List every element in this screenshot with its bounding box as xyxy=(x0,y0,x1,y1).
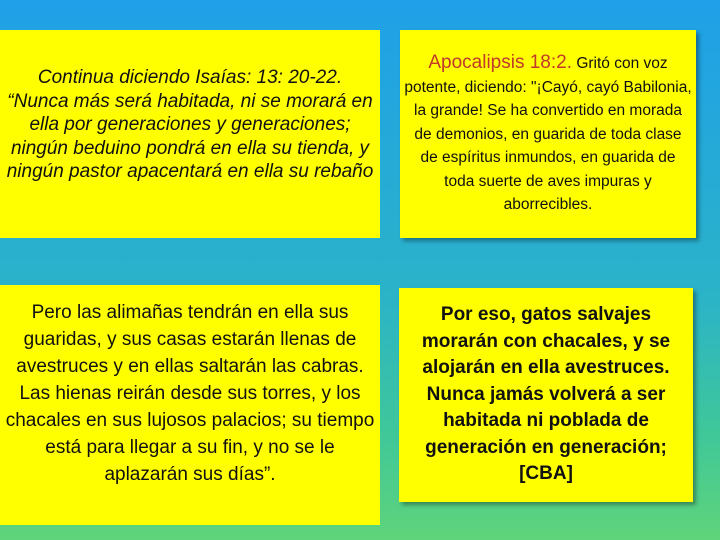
revelation-quote-text: Gritó con voz potente, diciendo: "¡Cayó, cayó Babilonia, la grande! Se ha convertido en morada de demonios, en guarida de toda clase de espíritus inmundos, en guarida de toda suerte de aves impuras y aborrecibles. xyxy=(404,55,692,214)
isaiah-quote-text: Continua diciendo Isaías: 13: 20-22. “Nunca más será habitada, ni se morará en ella por generaciones y generaciones; ningún beduino pondrá en ella su tienda, y ningún pastor apacentará en ella su rebaño xyxy=(6,67,374,183)
revelation-quote-box xyxy=(400,30,696,238)
cba-quote-text: Por eso, gatos salvajes morarán con chacales, y se alojarán en ella avestruces. Nunca jamás volverá a ser habitada ni poblada de generación en generación; [CBA] xyxy=(421,304,671,485)
isaiah-quote-box xyxy=(0,30,380,238)
isaiah-continuation-box xyxy=(0,285,380,525)
revelation-quote-paragraph xyxy=(404,51,692,217)
revelation-reference: Apocalipsis 18:2. xyxy=(428,52,573,74)
cba-quote-box xyxy=(399,288,693,502)
isaiah-continuation-text: Pero las alimañas tendrán en ella sus guaridas, y sus casas estarán llenas de avestruces y en ellas saltarán las cabras. Las hienas reirán desde sus torres, y los chacales en sus lujosos palacios; su tiempo está para llegar a su fin, y no se le aplazarán sus días”. xyxy=(5,301,375,485)
